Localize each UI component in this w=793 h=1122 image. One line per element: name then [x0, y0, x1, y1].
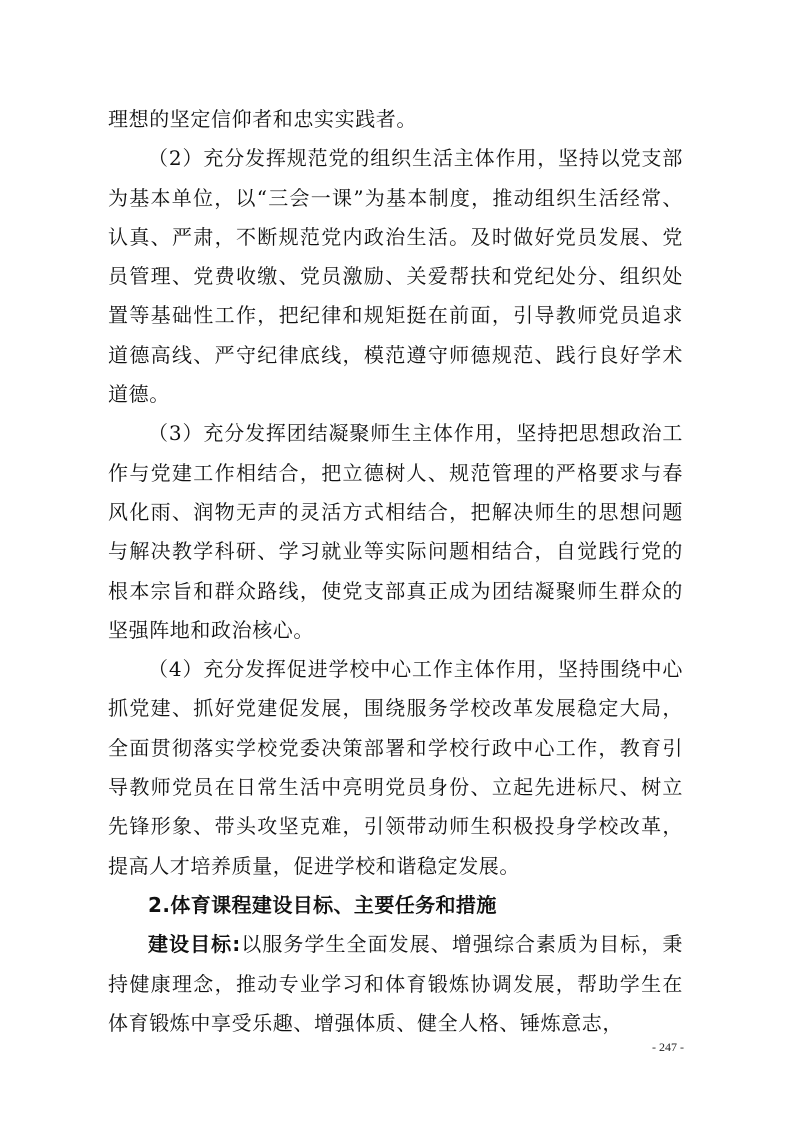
goal-text: 以服务学生全面发展、增强综合素质为目标，秉持健康理念，推动专业学习和体育锻炼协调发展，帮助学生在体育锻炼中享受乐趣、增强体质、健全人格、锤炼意志， [108, 932, 683, 1035]
paragraph-goal [108, 925, 683, 1043]
goal-label: 建设目标: [148, 932, 241, 957]
paragraph-continuation: 理想的坚定信仰者和忠实实践者。 [108, 107, 417, 131]
paragraph-item-3: （3）充分发挥团结凝聚师生主体作用，坚持把思想政治工作与党建工作相结合，把立德树人、规范管理的严格要求与春风化雨、润物无声的灵活方式相结合，把解决师生的思想问题与解决教学科研、学习就业等实际问题相结合，自觉践行党的根本宗旨和群众路线，使党支部真正成为团结凝聚师生群众的坚强阵地和政治核心。 [108, 421, 683, 642]
page-number: - 247 - [652, 1040, 684, 1054]
section-heading: 2.体育课程建设目标、主要任务和措施 [148, 892, 497, 917]
document-body [108, 100, 683, 1043]
paragraph-item-4: （4）充分发挥促进学校中心工作主体作用，坚持围绕中心抓党建、抓好党建促发展，围绕服务学校改革发展稳定大局，全面贯彻落实学校党委决策部署和学校行政中心工作，教育引导教师党员在日常生活中亮明党员身份、立起先进标尺、树立先锋形象、带头攻坚克难，引领带动师生积极投身学校改革，提高人才培养质量，促进学校和谐稳定发展。 [108, 657, 683, 878]
paragraph-item-2: （2）充分发挥规范党的组织生活主体作用，坚持以党支部为基本单位，以“三会一课”为基本制度，推动组织生活经常、认真、严肃，不断规范党内政治生活。及时做好党员发展、党员管理、党费收缴、党员激励、关爱帮扶和党纪处分、组织处置等基础性工作，把纪律和规矩挺在前面，引导教师党员追求道德高线、严守纪律底线，模范遵守师德规范、践行良好学术道德。 [108, 146, 683, 407]
